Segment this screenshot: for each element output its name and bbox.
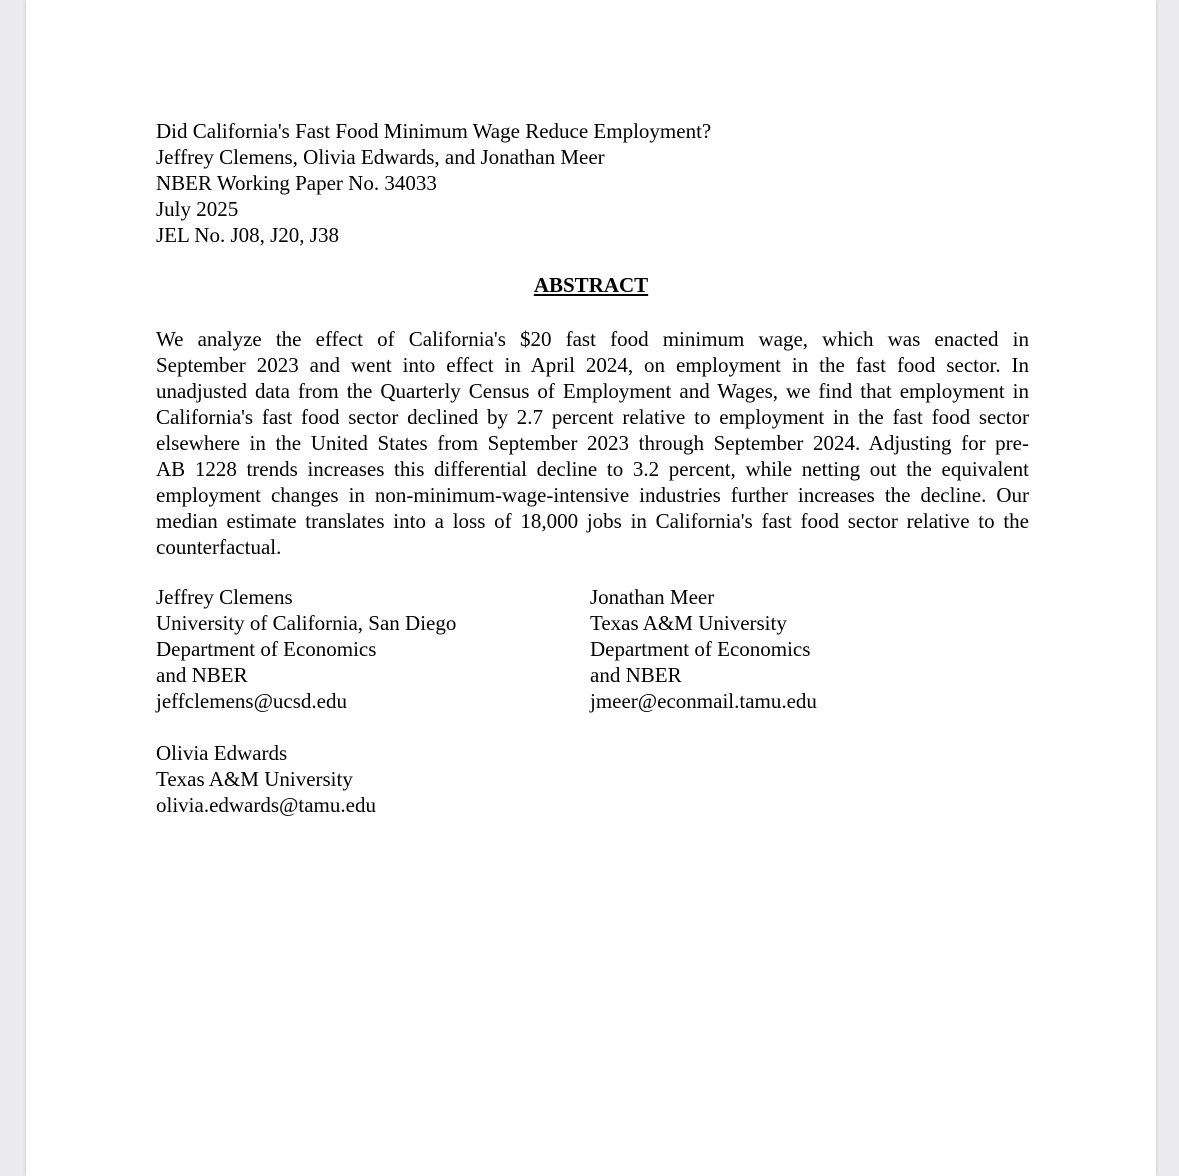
- abstract-line: counterfactual.: [156, 535, 282, 559]
- abstract-line: unadjusted data from the Quarterly Census of Employment and Wages, we find that employment in: [156, 379, 1029, 403]
- abstract-heading: ABSTRACT: [533, 273, 649, 297]
- paper-authors: Jeffrey Clemens, Olivia Edwards, and Jonathan Meer: [156, 145, 605, 169]
- paper-date: July 2025: [156, 197, 239, 221]
- paper-jel-codes: JEL No. J08, J20, J38: [156, 223, 339, 247]
- author-name: Jonathan Meer: [590, 585, 715, 609]
- author-institution: Texas A&M University: [590, 611, 787, 635]
- author-email: jmeer@econmail.tamu.edu: [590, 689, 817, 713]
- author-affiliation: and NBER: [156, 663, 248, 687]
- author-block-meer: [590, 584, 817, 714]
- abstract-line: median estimate translates into a loss of 18,000 jobs in California's fast food sector relative to the: [156, 509, 1029, 533]
- abstract-line: AB 1228 trends increases this differential decline to 3.2 percent, while netting out the equivalent: [156, 457, 1029, 481]
- paper-header: [156, 118, 711, 248]
- paper-page: [26, 0, 1156, 1176]
- author-department: Department of Economics: [156, 637, 377, 661]
- abstract-line: We analyze the effect of California's $20 fast food minimum wage, which was enacted in: [156, 327, 1029, 351]
- author-institution: University of California, San Diego: [156, 611, 457, 635]
- abstract-body: [156, 326, 1029, 560]
- abstract-line: employment changes in non-minimum-wage-intensive industries further increases the decline. Our: [156, 483, 1029, 507]
- author-department: Department of Economics: [590, 637, 811, 661]
- author-email: jeffclemens@ucsd.edu: [156, 689, 347, 713]
- abstract-line: elsewhere in the United States from September 2023 through September 2024. Adjusting for pre-: [156, 431, 1029, 455]
- paper-title: Did California's Fast Food Minimum Wage Reduce Employment?: [156, 119, 712, 143]
- abstract-line: September 2023 and went into effect in April 2024, on employment in the fast food sector. In: [156, 353, 1029, 377]
- paper-series: NBER Working Paper No. 34033: [156, 171, 437, 195]
- author-email: olivia.edwards@tamu.edu: [156, 793, 376, 817]
- author-block-clemens: [156, 584, 456, 714]
- author-name: Jeffrey Clemens: [156, 585, 293, 609]
- abstract-line: California's fast food sector declined by 2.7 percent relative to employment in the fast food sector: [156, 405, 1029, 429]
- author-institution: Texas A&M University: [156, 767, 353, 791]
- author-affiliation: and NBER: [590, 663, 682, 687]
- author-name: Olivia Edwards: [156, 741, 288, 765]
- author-block-edwards: [156, 740, 376, 818]
